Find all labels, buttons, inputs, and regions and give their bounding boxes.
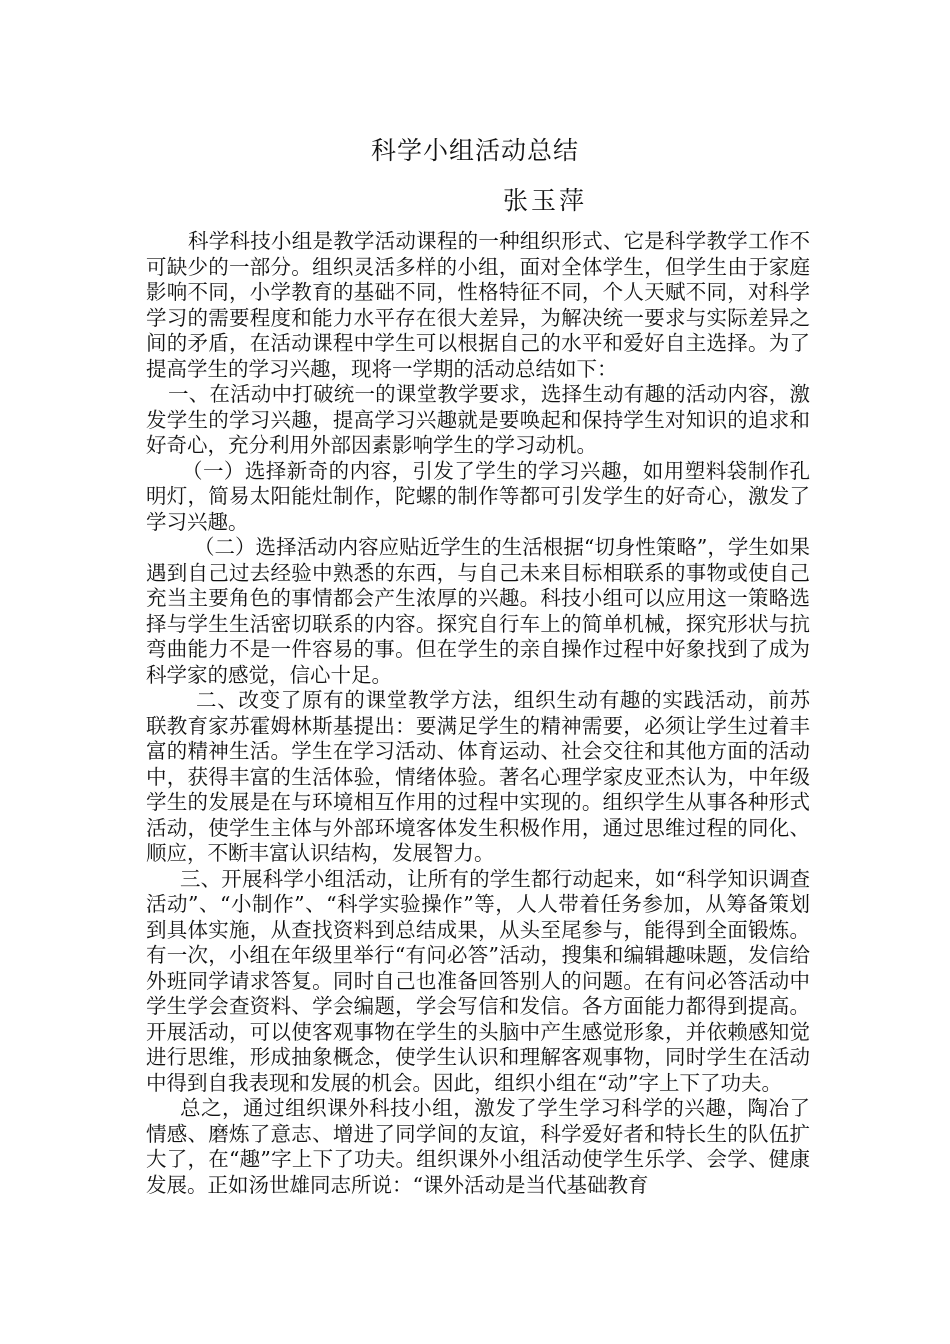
paragraph-summary: 总之，通过组织课外科技小组，激发了学生学习科学的兴趣，陶冶了情感、磨炼了意志、增进了同学间的友谊，科学爱好者和特长生的队伍扩大了，在“趣”字上下了功夫。组织课外小组活动使学生乐学、会学、健康发展。正如汤世雄同志所说：“课外活动是当代基础教育: [146, 1096, 810, 1197]
paragraph-intro: 科学科技小组是教学活动课程的一种组织形式、它是科学教学工作不可缺少的一部分。组织灵活多样的小组，面对全体学生，但学生由于家庭影响不同，小学教育的基础不同，性格特征不同，个人天赋不同，对科学学习的需要程度和能力水平存在很大差异，为解决统一要求与实际差异之间的矛盾，在活动课程中学生可以根据自己的水平和爱好自主选择。为了提高学生的学习兴趣，现将一学期的活动总结如下：: [146, 229, 810, 381]
document-body: [146, 229, 810, 1198]
paragraph-section-one: 一、在活动中打破统一的课堂教学要求，选择生动有趣的活动内容，激发学生的学习兴趣，提高学习兴趣就是要唤起和保持学生对知识的追求和好奇心，充分利用外部因素影响学生的学习动机。: [146, 382, 810, 457]
document-title: 科学小组活动总结: [370, 136, 579, 165]
paragraph-section-one-item-two: （二）选择活动内容应贴近学生的生活根据“切身性策略”，学生如果遇到自己过去经验中熟悉的东西，与自己未来目标相联系的事物或使自己充当主要角色的事情都会产生浓厚的兴趣。科技小组可以应用这一策略选择与学生生活密切联系的内容。探究自行车上的简单机械，探究形状与抗弯曲能力不是一件容易的事。但在学生的亲自操作过程中好象找到了成为科学家的感觉，信心十足。: [146, 535, 810, 687]
paragraph-section-one-item-one: （一）选择新奇的内容，引发了学生的学习兴趣，如用塑料袋制作孔明灯，简易太阳能灶制作，陀螺的制作等都可引发学生的好奇心，激发了学习兴趣。: [146, 458, 810, 534]
paragraph-section-two: 二、改变了原有的课堂教学方法，组织生动有趣的实践活动，前苏联教育家苏霍姆林斯基提出：要满足学生的精神需要，必须让学生过着丰富的精神生活。学生在学习活动、体育运动、社会交往和其他方面的活动中，获得丰富的生活体验，情绪体验。著名心理学家皮亚杰认为，中年级学生的发展是在与环境相互作用的过程中实现的。组织学生从事各种形式活动，使学生主体与外部环境客体发生积极作用，通过思维过程的同化、顺应，不断丰富认识结构，发展智力。: [146, 688, 810, 865]
paragraph-section-three: 三、开展科学小组活动，让所有的学生都行动起来，如“科学知识调查活动”、“小制作”、“科学实验操作”等，人人带着任务参加，从筹备策划到具体实施，从查找资料到总结成果，从头至尾参与，能得到全面锻炼。有一次，小组在年级里举行“有问必答”活动，搜集和编辑趣味题，发信给外班同学请求答复。同时自己也准备回答别人的问题。在有问必答活动中学生学会查资料、学会编题，学会写信和发信。各方面能力都得到提高。开展活动，可以使客观事物在学生的头脑中产生感觉形象，并依赖感知觉进行思维，形成抽象概念，使学生认识和理解客观事物，同时学生在活动中得到自我表现和发展的机会。因此，组织小组在“动”字上下了功夫。: [146, 866, 810, 1095]
document-author: 张玉萍: [503, 186, 588, 215]
